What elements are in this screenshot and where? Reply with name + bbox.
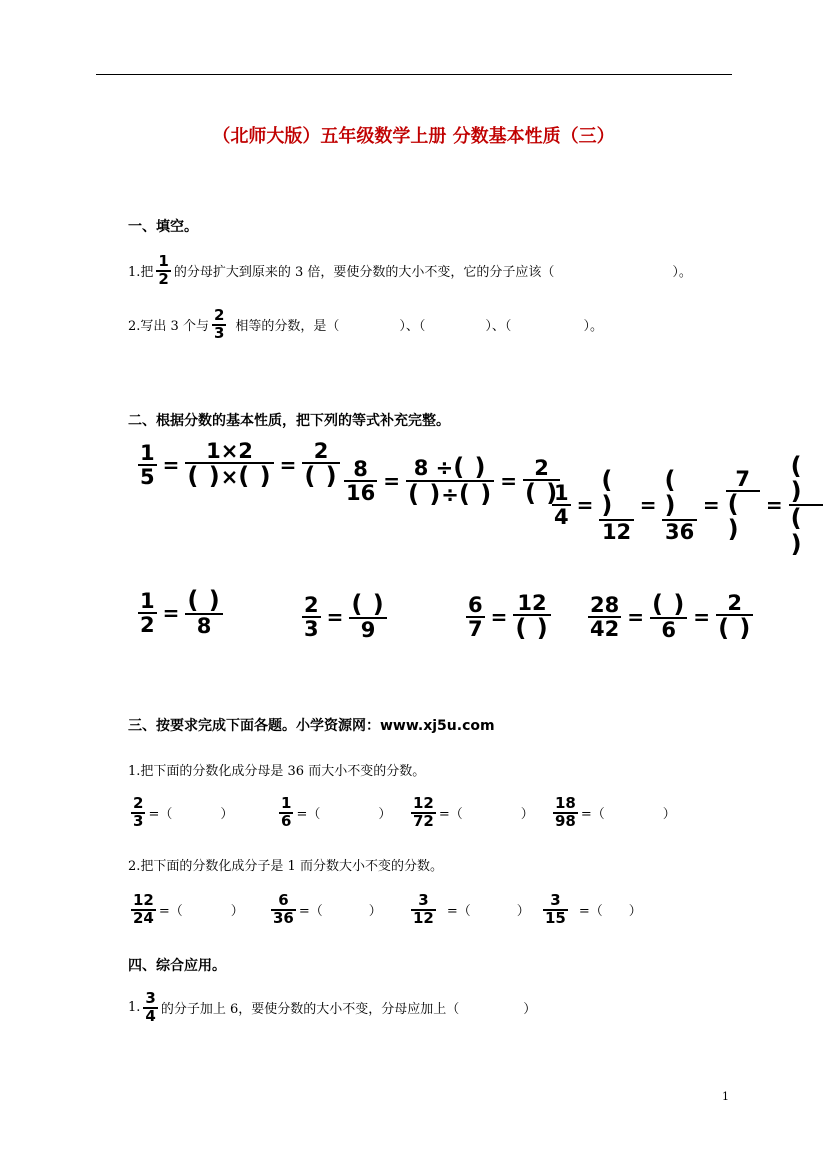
s1-q1-close: ）。 bbox=[672, 265, 692, 281]
page-number: 1 bbox=[722, 1090, 729, 1103]
s3-question-1: 1.把下面的分数化成分母是 36 而大小不变的分数。 bbox=[128, 764, 426, 779]
fraction: 6 36 bbox=[273, 891, 294, 927]
equation-7: 28 42 = ( ) 6 = 2 ( ) bbox=[590, 590, 752, 643]
header-rule bbox=[96, 74, 732, 75]
s1-q2-sep: ）、（ bbox=[399, 319, 426, 335]
s1-q2-prefix: 2.写出 3 个与 bbox=[128, 319, 209, 335]
s1-question-2 bbox=[128, 308, 603, 342]
fraction: 1 2 bbox=[158, 252, 169, 288]
equation-5: 2 3 = ( ) 9 bbox=[304, 590, 385, 643]
fraction: 12 24 bbox=[133, 891, 154, 927]
s3-row-2-item-4: 3 15 =（ ） bbox=[545, 891, 642, 927]
section-4-heading: 四、综合应用。 bbox=[128, 958, 226, 974]
section-1-heading: 一、填空。 bbox=[128, 219, 198, 235]
s3-row-2-item-1: 12 24 =（ ） bbox=[133, 891, 244, 927]
s1-q1-prefix: 1.把 bbox=[128, 265, 154, 281]
page-title: （北师大版）五年级数学上册 分数基本性质（三） bbox=[212, 126, 615, 147]
s4-q1-close: ） bbox=[523, 1002, 537, 1018]
fraction: 2 3 bbox=[213, 306, 225, 342]
fraction: 12 72 bbox=[413, 794, 434, 830]
s3-row-1-item-3: 12 72 =（ ） bbox=[413, 794, 534, 830]
s3-row-1-item-4: 18 98 =（ ） bbox=[555, 794, 676, 830]
section-2-heading: 二、根据分数的基本性质，把下列的等式补充完整。 bbox=[128, 413, 450, 429]
s4-q1-text: 的分子加上 6，要使分数的大小不变，分母应加上（ bbox=[160, 1002, 460, 1018]
s3-row-2-item-3: 3 12 =（ ） bbox=[413, 891, 530, 927]
s1-q1-text: 的分母扩大到原来的 3 倍，要使分数的大小不变，它的分子应该（ bbox=[173, 265, 555, 281]
fraction: 3 15 bbox=[545, 891, 566, 927]
s3-row-2-item-2: 6 36 =（ ） bbox=[273, 891, 382, 927]
s1-q2-text: 相等的分数，是（ bbox=[235, 319, 340, 335]
s3-row-1-item-1: 2 3 =（ ） bbox=[133, 794, 234, 830]
fraction: 3 12 bbox=[413, 891, 434, 927]
s4-question-1 bbox=[128, 991, 536, 1025]
s1-q2-close: ）。 bbox=[583, 319, 603, 335]
fraction: 2 3 bbox=[133, 794, 144, 830]
equation-6: 6 7 = 12 ( ) bbox=[468, 591, 549, 643]
s3-question-2: 2.把下面的分数化成分子是 1 而分数大小不变的分数。 bbox=[128, 859, 443, 874]
section-3-heading: 三、按要求完成下面各题。小学资源网：www.xj5u.com bbox=[128, 718, 495, 734]
s1-question-1 bbox=[128, 254, 692, 288]
fraction: 3 4 bbox=[145, 989, 156, 1025]
fraction: 18 98 bbox=[555, 794, 576, 830]
equation-4: 1 2 = ( ) 8 bbox=[140, 586, 221, 639]
equation-1: 1 5 = 1×2 ( )×( ) = 2 ( ) bbox=[140, 439, 338, 491]
s3-row-1-item-2: 1 6 =（ ） bbox=[281, 794, 392, 830]
s4-q1-prefix: 1. bbox=[128, 1000, 141, 1016]
equation-2: 8 16 = 8 ÷( ) ( )÷( ) = 2 ( ) bbox=[346, 453, 559, 509]
equation-3: 1 4 = ( ) 12 = ( ) 36 = 7 ( ) = ( ) ( ) bbox=[548, 454, 827, 557]
s1-q2-sep: ）、（ bbox=[485, 319, 512, 335]
fraction: 1 6 bbox=[281, 794, 292, 830]
